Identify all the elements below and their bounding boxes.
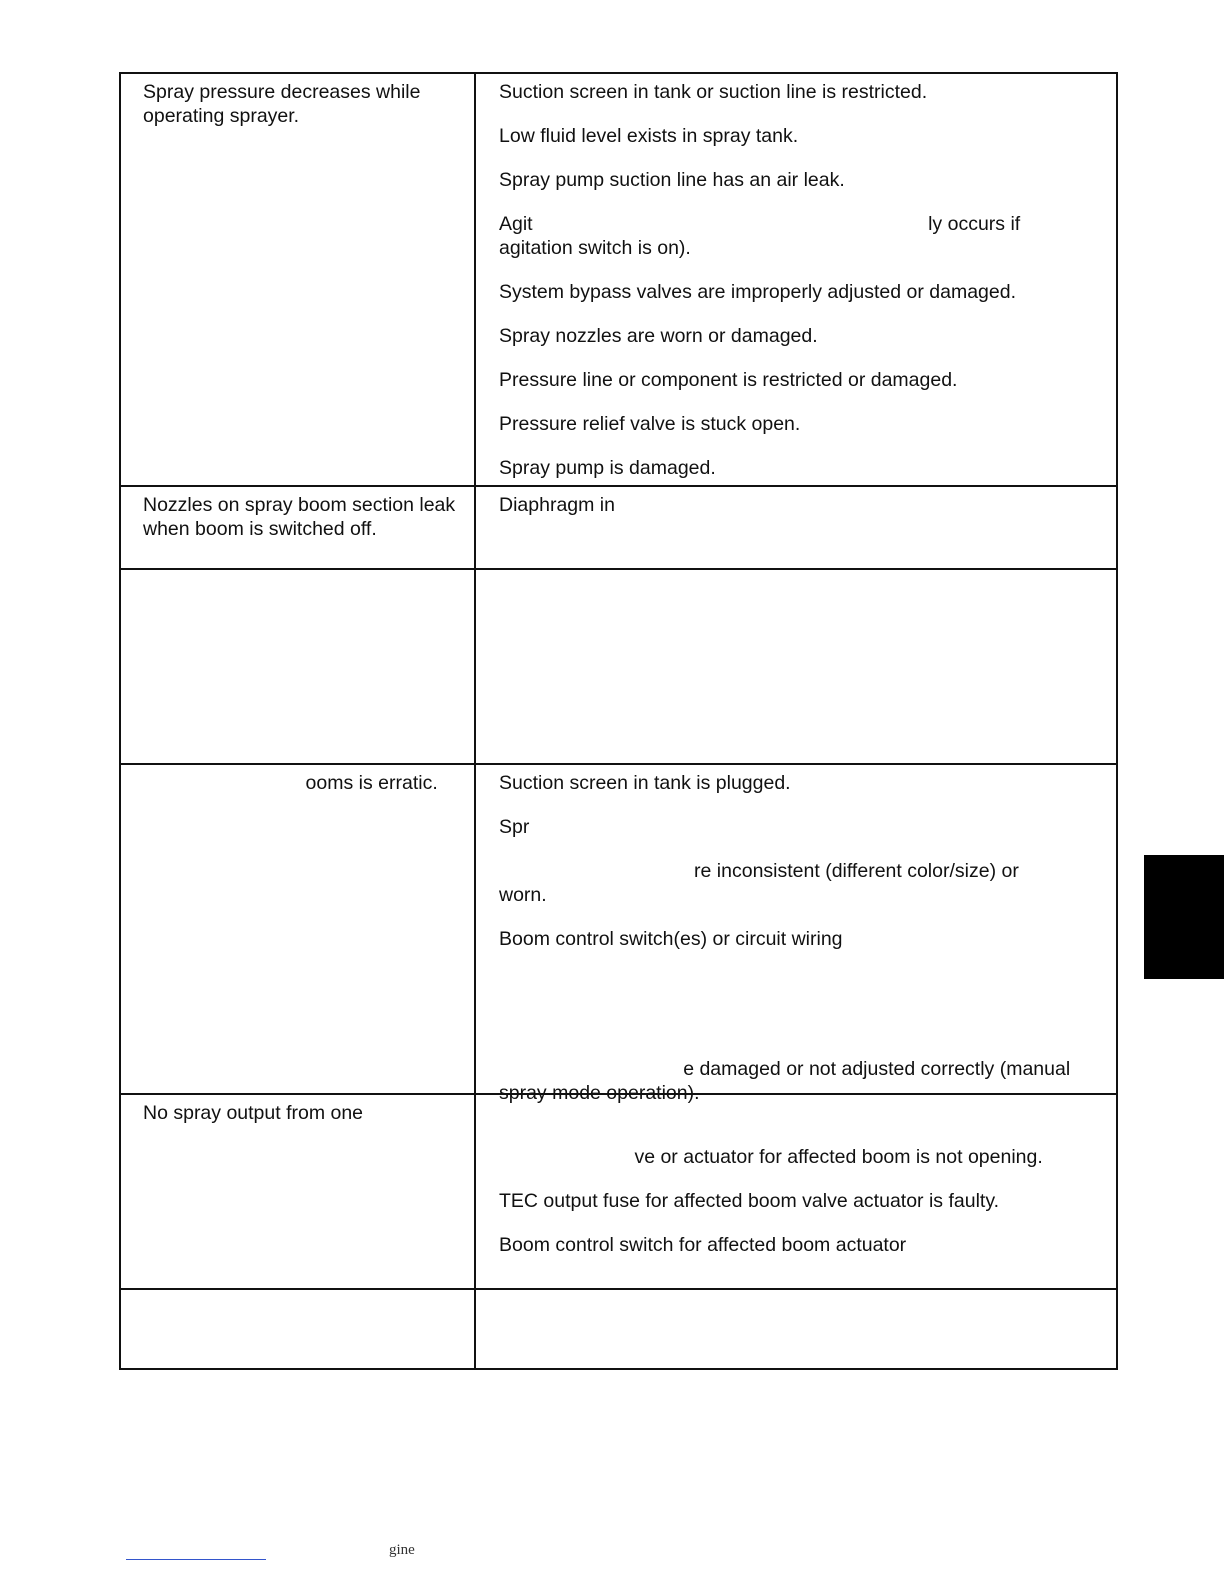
cause-item: TEC output fuse for affected boom valve actuator is faulty. — [499, 1190, 1000, 1212]
cause-item: e damaged or not adjusted correctly (manual spray mode operation). — [499, 1058, 1076, 1104]
table-row — [121, 1093, 1116, 1288]
footer-link-underline[interactable] — [126, 1559, 266, 1560]
cause-item: Agit ly occurs if agitation switch is on). — [499, 213, 1026, 259]
cause-item: Spr — [499, 816, 530, 838]
cause-cell — [476, 1290, 1116, 1368]
cause-cell — [476, 765, 1116, 1104]
problem-cell — [121, 765, 476, 1093]
cause-item: Suction screen in tank is plugged. — [499, 772, 791, 794]
cause-item: ve or actuator for affected boom is not opening. — [499, 1146, 1043, 1168]
cause-item: Spray nozzles are worn or damaged. — [499, 325, 818, 347]
cause-item — [499, 1101, 1096, 1125]
table-row — [121, 74, 1116, 485]
problem-text: Nozzles on spray boom section leak when boom is switched off. — [143, 494, 456, 540]
cause-item: System bypass valves are improperly adjusted or damaged. — [499, 281, 1016, 303]
footer-text: gine — [389, 1542, 415, 1558]
cause-item: Pressure line or component is restricted or damaged. — [499, 369, 958, 391]
cause-item: Diaphragm in — [499, 494, 615, 516]
table-row — [121, 485, 1116, 568]
cause-cell — [476, 487, 1116, 568]
problem-text: Spray pressure decreases while operating sprayer. — [143, 81, 421, 127]
troubleshooting-table — [119, 72, 1118, 1370]
cause-item: Low fluid level exists in spray tank. — [499, 125, 799, 147]
cause-cell — [476, 570, 1116, 763]
cause-item — [499, 971, 1096, 1037]
problem-cell — [121, 570, 476, 763]
cause-item: Boom control switch(es) or circuit wiring — [499, 928, 843, 950]
problem-text: No spray output from one — [143, 1102, 364, 1124]
problem-cell — [121, 1095, 476, 1288]
problem-cell — [121, 487, 476, 568]
table-row — [121, 763, 1116, 1104]
problem-text: ooms is erratic. — [143, 772, 438, 794]
cause-item: re inconsistent (different color/size) or worn. — [499, 860, 1025, 906]
table-row — [121, 1288, 1116, 1368]
table-row — [121, 568, 1116, 763]
cause-item: Pressure relief valve is stuck open. — [499, 413, 801, 435]
cause-item: Boom control switch for affected boom actuator — [499, 1234, 907, 1256]
cause-item: Spray pump suction line has an air leak. — [499, 169, 845, 191]
section-tab-marker — [1144, 855, 1224, 979]
cause-item: Suction screen in tank or suction line is restricted. — [499, 81, 928, 103]
problem-cell — [121, 74, 476, 485]
cause-item: Spray pump is damaged. — [499, 457, 716, 479]
cause-cell — [476, 1095, 1116, 1288]
cause-cell — [476, 74, 1116, 485]
problem-cell — [121, 1290, 476, 1368]
